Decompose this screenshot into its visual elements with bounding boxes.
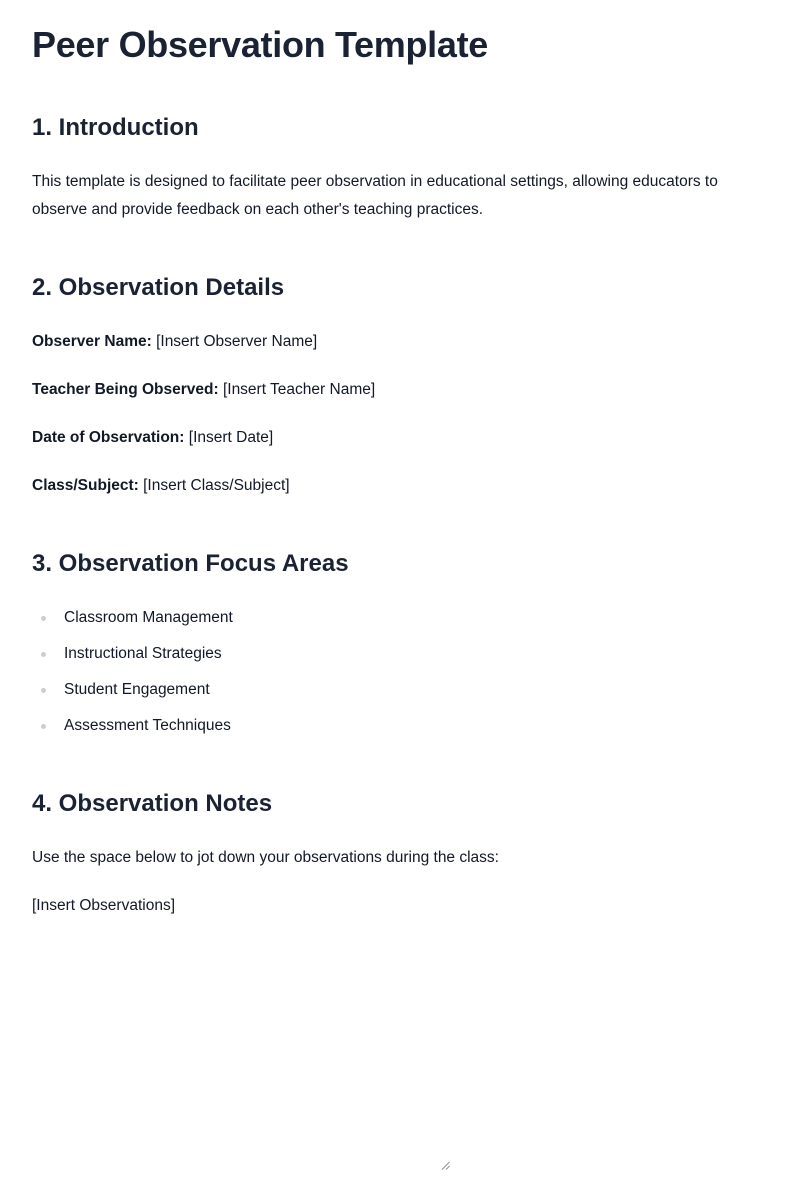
observation-notes-textarea[interactable] — [32, 892, 450, 1170]
section-heading-details: 2. Observation Details — [32, 274, 285, 301]
field-value[interactable]: [Insert Teacher Name] — [222, 381, 376, 398]
field-value[interactable]: [Insert Observer Name] — [156, 333, 318, 350]
list-item: Student Engagement — [32, 676, 632, 712]
field-observer-name — [32, 328, 317, 356]
page-title: Peer Observation Template — [32, 24, 489, 65]
field-teacher-observed — [32, 376, 375, 404]
focus-areas-list — [32, 604, 632, 748]
field-label: Observer Name: — [32, 333, 152, 350]
list-item: Assessment Techniques — [32, 712, 632, 748]
section-heading-focus-areas: 3. Observation Focus Areas — [32, 550, 349, 577]
notes-instruction: Use the space below to jot down your observations during the class: — [32, 849, 499, 866]
field-date-of-observation — [32, 424, 273, 452]
list-item: Instructional Strategies — [32, 640, 632, 676]
resize-handle-icon[interactable] — [441, 1161, 450, 1170]
field-class-subject — [32, 472, 290, 500]
field-label: Class/Subject: — [32, 477, 139, 494]
introduction-text: This template is designed to facilitate peer observation in educational settings, allowing educators to observe and provide feedback on each other's teaching practices. — [32, 173, 718, 218]
list-item: Classroom Management — [32, 604, 632, 640]
field-label: Teacher Being Observed: — [32, 381, 219, 398]
notes-value[interactable]: [Insert Observations] — [32, 897, 176, 914]
section-heading-introduction: 1. Introduction — [32, 114, 199, 141]
field-value[interactable]: [Insert Class/Subject] — [143, 477, 290, 494]
section-heading-notes: 4. Observation Notes — [32, 790, 273, 817]
field-value[interactable]: [Insert Date] — [188, 429, 274, 446]
field-label: Date of Observation: — [32, 429, 185, 446]
